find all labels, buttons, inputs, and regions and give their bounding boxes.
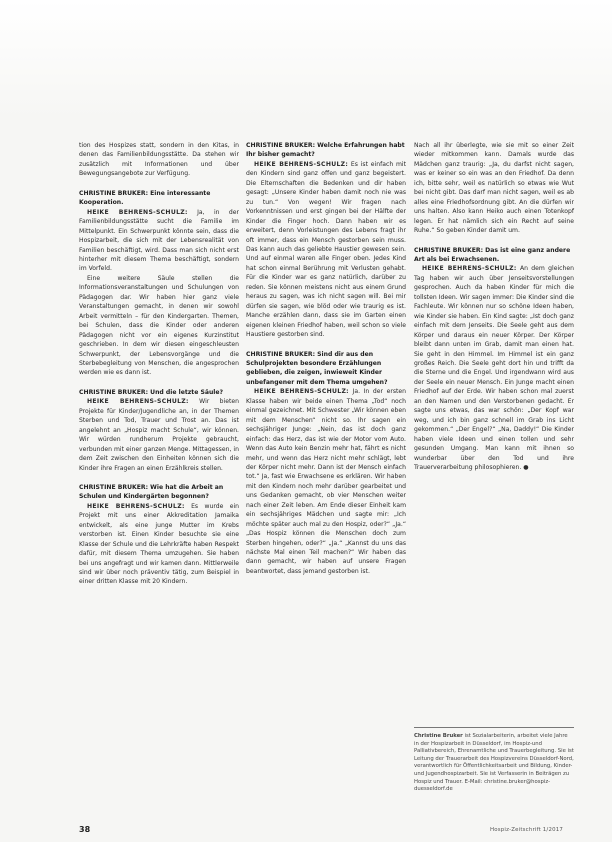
answer-text: Ja. In der ersten Klasse haben wir beide einen Thema „Tod“ noch einmal gezeichnet. Mit Schwester „Wir können eben mit dem Menschen“ nicht so. Ihr sagen ein sechsjähriger Junge: „Nein, das ist doch ganz einfach: das Herz, das ist wie der Motor vom Auto. Wenn das Auto kein Benzin mehr hat, fährt es nicht mehr, und wenn das Herz nicht mehr schlägt, lebt der Körper nicht mehr. Dann ist der Mensch einfach tot.“ Ja, fast wie Erwachsene es erklären. Wir haben mit den Kindern noch mehr darüber gearbeitet und uns Gedanken gemacht, ob vier Menschen weiter nach einer Zeit leben. Am Ende dieser Einheit kam ein sechsjähriges Mädchen und sagte mir: „Ich möchte später auch mal zu den Hospiz, oder?“ „Ja.“ „Das Hospiz können die Menschen doch zum Sterben hingehen, oder?“ „Ja.“ „Kannst du uns das nächste Mal einen Teil machen?“ Wir haben das dann gemacht, wir haben auf unsere Fragen beantwortet, dass jemand gestorben ist. bbox=[246, 388, 407, 575]
speaker-name: HEIKE BEHRENS-SCHULZ: bbox=[87, 398, 189, 406]
bio-contact: E-Mail: christine.bruker@hospiz-duesseldorf.de bbox=[414, 778, 551, 793]
interview-answer bbox=[79, 502, 239, 587]
interview-question: CHRISTINE BRUKER: Und die letzte Säule? bbox=[79, 388, 224, 396]
answer-text: Es ist einfach mit den Kindern sind ganz offen und ganz begeistert. Die Elternschaften die Bedenken und dir haben gesagt: „Unsere Kinder haben damit noch nie was zu tun.“ Von wegen! Wir fragen nach Vorkenntnissen und erst gingen bei der Hälfte der Kinder die Finger hoch. Dann haben wir es erweitert, denn Vorleistungen des Lebens fragt ihr oft immer, dass ein Mensch gestorben sein muss. Das kann auch das geliebte Haustier gewesen sein. Und auf einmal waren alle Finger oben. Jedes Kind hat schon einmal Berührung mit Verlusten gehabt. Für die Kinder war es ganz natürlich, darüber zu reden. Sie können meistens nicht aus einem Grund heraus zu sagen, was ich nicht sagen will. Bei mir dürfen sie sagen, wie blöd oder wie traurig es ist. Manche erzählen dann, dass sie im Garten einen eigenen kleinen Friedhof haben, weil schon so viele Haustiere gestorben sind. bbox=[246, 160, 406, 339]
page-top-shading bbox=[0, 0, 612, 120]
speaker-name: HEIKE BEHRENS-SCHULZ: bbox=[254, 388, 349, 396]
speaker-name: HEIKE BEHRENS-SCHULZ: bbox=[254, 160, 349, 168]
page-number: 38 bbox=[79, 825, 91, 834]
text-column-middle bbox=[246, 141, 406, 576]
interview-answer bbox=[246, 160, 406, 340]
text-column-right bbox=[414, 141, 574, 472]
text-column-left bbox=[79, 141, 239, 587]
bio-text: ist Sozialarbeiterin, arbeitet viele Jahre in der Hospizarbeit in Düsseldorf, im Hospiz-und Palliativbereich, Ehrenamtliche und Trauerbegleitung. Sie ist Leitung der Trauerarbeit des Hospizvereins Düsseldorf-Nord, verantwortlich für Öffentlichkeitsarbeit und Bildung, Kinder- und Jugendhospizarbeit. Sie ist Verfasserin in Beiträgen zu Hospiz und Trauer. bbox=[414, 733, 574, 785]
speaker-name: HEIKE BEHRENS-SCHULZ: bbox=[87, 502, 185, 510]
paragraph: tion des Hospizes statt, sondern in den Kitas, in denen das Familienbildungsstätte. Da stehen wir zusätzlich mit Informationen und über Bewegungsangebote zur Verfügung. bbox=[79, 142, 239, 178]
paragraph: Nach all ihr überlegte, wie sie mit so einer Zeit wieder mitkommen kann. Damals wurde das Mädchen ganz traurig: „Ja, du darfst nicht sagen, was er keiner so ein was an den Friedhof. Da denn ich, bitte sehr, weil es natürlich so etwas wie Wut bei nicht gibt. Das darf man nicht sagen, weil es ab alles eine Friedhofsordnung gibt. An die dürfen wir uns halten. Also kann Heiko auch einen Totenkopf legen. Er hat nämlich sich ein Recht auf seine Ruhe.“ So geben Kinder damit um. bbox=[414, 142, 574, 235]
interview-question: CHRISTINE BRUKER: Eine interessante Kooperation. bbox=[79, 189, 211, 207]
speaker-name: HEIKE BEHRENS-SCHULZ: bbox=[87, 208, 188, 216]
interview-question: CHRISTINE BRUKER: Welche Erfahrungen habt Ihr bisher gemacht? bbox=[246, 142, 405, 159]
answer-text: Ja, in der Familienbildungsstätte sucht die Familie im Mittelpunkt. Ein Schwerpunkt könnte sein, dass die Hospizarbeit, die sich mit der Lebensrealität von Familien beschäftigt, wird. Dass man sich nicht erst hinterher mit diesem Thema beschäftigt, sondern im Vorfeld. bbox=[79, 208, 240, 273]
bio-author-name: Christine Bruker bbox=[414, 733, 463, 739]
bio-divider bbox=[414, 727, 574, 728]
journal-footer: Hospiz-Zeitschrift 1/2017 bbox=[490, 827, 563, 833]
answer-text: Es wurde ein Projekt mit uns einer Akkreditation Jamaika entwickelt, als eine junge Mutter im Krebs verstorben ist. Einen Kinder besuchte sie eine Klasse der Schule und die Lehrkräfte haben Respekt dafür, mit diesem Thema umzugehen. Sie haben bei uns angefragt und wir kamen dann. Mittlerweile sind wir über noch präventiv tätig, zum Beispiel in einer dritten Klasse mit 20 Kindern. bbox=[79, 502, 240, 586]
author-bio bbox=[414, 733, 574, 794]
interview-answer bbox=[79, 397, 239, 473]
interview-question: CHRISTINE BRUKER: Sind dir aus den Schulprojekten besondere Erzählungen geblieben, die zeigen, inwieweit Kinder unbefangener mit dem Thema umgehen? bbox=[246, 350, 388, 386]
interview-answer bbox=[79, 208, 239, 274]
answer-text: An dem gleichen Tag haben wir auch über Jenseitsvorstellungen gesprochen. Auch da haben Kinder für mich die tollsten Ideen. Wir sagen immer: Die Kinder sind die Fachleute. Wir können nur so schöne Ideen haben, wie Kinder sie haben. Ein Kind sagte: „Ist doch ganz einfach mit dem Jenseits. Die Seele geht aus dem Körper und daraus ein neuer Körper. Der Körper bleibt dann unten im Grab, damit man einen hat. Sie geht in den Himmel. Im Himmel ist ein ganz großes Reich. Die Seele geht dort hin und trifft da die Sterne und die Engel. Und irgendwann wird aus der Seele ein neuer Mensch. Ein Junge macht einen Friedhof auf der Erde. Wir haben schon mal zuerst an den Namen und den Verstorbenen gedacht. Er sagte uns etwas, das war schön: „Der Kopf war weg, und ich bin ganz schnell im Grab ins Licht gekommen.“ „Der Engel?“ „Na, Daddy!“ Die Kinder haben viele Ideen und einen tollen und sehr gesunden Umgang. Man kann mit ihnen so wunderbar über den Tod und ihre Trauerverarbeitung philosophieren. bbox=[414, 265, 574, 471]
speaker-name: HEIKE BEHRENS-SCHULZ: bbox=[422, 265, 517, 273]
interview-answer bbox=[246, 387, 406, 576]
interview-question: CHRISTINE BRUKER: Wie hat die Arbeit an Schulen und Kindergärten begonnen? bbox=[79, 483, 224, 501]
interview-answer bbox=[414, 264, 574, 472]
end-of-article-icon: ● bbox=[523, 463, 529, 471]
interview-question: CHRISTINE BRUKER: Das ist eine ganz andere Art als bei Erwachsenen. bbox=[414, 246, 571, 263]
answer-text: Wir bieten Projekte für Kinder/Jugendliche an, in der Themen Sterben und Tod, Trauer und Trost an. Das ist angelehnt an „Hospiz macht Schule“, wir können. Wir würden rundherum Projekte gebraucht, verbunden mit einer ganzen Menge. Mittagessen, in dem Zeit zwischen den Einheiten können sich die Kinder ihre Fragen an einen Erzählkreis stellen. bbox=[79, 398, 239, 472]
paragraph: Eine weitere Säule stellen die Informationsveranstaltungen und Schulungen von Pädagogen dar. Wir haben hier ganz viele Veranstaltungen gemacht, in denen wir sowohl Arbeit vermitteln – für den Kindergarten. Themen, bei Schulen, dass die Kinder oder anderen Pädagogen nicht vor ein eigenes Kurzinstitut geschrieben. In dem wir diesen eingeschleusten Schwerpunkt, der Lebensvorgänge und die Sterbebegleitung von Menschen, die angesprochen werden wie es dann ist. bbox=[79, 274, 239, 377]
